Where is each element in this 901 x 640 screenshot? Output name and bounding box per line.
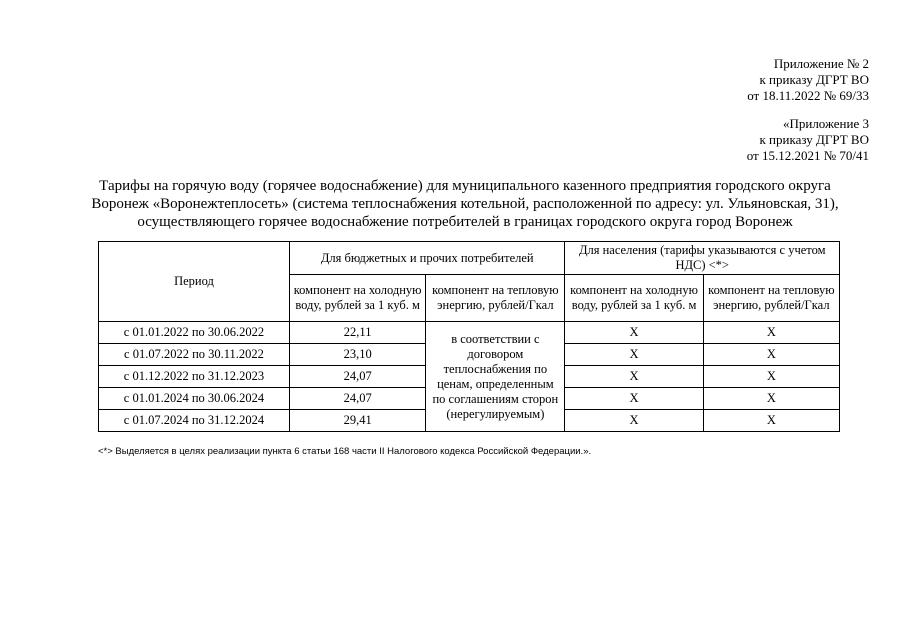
appendix-3-reference <box>747 116 869 164</box>
period-cell: с 01.01.2022 по 30.06.2022 <box>99 322 290 344</box>
appendix-2-reference <box>747 56 869 104</box>
title-line-2: Воронеж «Воронежтеплосеть» (система теплоснабжения котельной, расположенной по адресу: ул. Ульяновская, 31), <box>91 196 839 212</box>
population-cold-water-cell: X <box>565 344 703 366</box>
population-thermal-cell: X <box>703 366 839 388</box>
period-cell: с 01.01.2024 по 30.06.2024 <box>99 388 290 410</box>
population-cold-water-cell: X <box>565 410 703 432</box>
population-cold-water-cell: X <box>565 366 703 388</box>
table-header-row <box>99 242 840 275</box>
period-cell: с 01.12.2022 по 31.12.2023 <box>99 366 290 388</box>
cold-water-cell: 24,07 <box>289 388 425 410</box>
cold-water-cell: 24,07 <box>289 366 425 388</box>
table-row <box>99 322 840 344</box>
title-line-3: осуществляющего горячее водоснабжение потребителей в границах городского округа город Воронеж <box>137 214 793 230</box>
population-thermal-energy-header: компонент на тепловую энергию, рублей/Гкал <box>703 275 839 322</box>
tariff-table <box>98 241 840 432</box>
appendix-2-order: к приказу ДГРТ ВО <box>759 72 869 87</box>
title-line-1: Тарифы на горячую воду (горячее водоснабжение) для муниципального казенного предприятия городского округа <box>99 178 831 194</box>
period-cell: с 01.07.2024 по 31.12.2024 <box>99 410 290 432</box>
appendix-3-number: «Приложение 3 <box>782 116 869 131</box>
cold-water-header: компонент на холодную воду, рублей за 1 куб. м <box>289 275 425 322</box>
appendix-2-date: от 18.11.2022 № 69/33 <box>747 88 869 103</box>
document-title <box>90 177 840 231</box>
appendix-3-order: к приказу ДГРТ ВО <box>759 132 869 147</box>
period-header: Период <box>99 242 290 322</box>
population-thermal-cell: X <box>703 322 839 344</box>
population-thermal-cell: X <box>703 410 839 432</box>
population-thermal-cell: X <box>703 344 839 366</box>
cold-water-cell: 23,10 <box>289 344 425 366</box>
population-header: Для населения (тарифы указываются с учетом НДС) <*> <box>565 242 840 275</box>
population-thermal-cell: X <box>703 388 839 410</box>
population-cold-water-cell: X <box>565 388 703 410</box>
population-cold-water-header: компонент на холодную воду, рублей за 1 куб. м <box>565 275 703 322</box>
thermal-energy-header: компонент на тепловую энергию, рублей/Гкал <box>426 275 565 322</box>
cold-water-cell: 29,41 <box>289 410 425 432</box>
appendix-2-number: Приложение № 2 <box>773 56 869 71</box>
cold-water-cell: 22,11 <box>289 322 425 344</box>
period-cell: с 01.07.2022 по 30.11.2022 <box>99 344 290 366</box>
thermal-energy-merged-cell: в соответствии с договором теплоснабжения по ценам, определенным по соглашениям сторон (нерегулируемым) <box>426 322 565 432</box>
appendix-3-date: от 15.12.2021 № 70/41 <box>746 148 869 163</box>
population-cold-water-cell: X <box>565 322 703 344</box>
footnote: <*> Выделяется в целях реализации пункта 6 статьи 168 части II Налогового кодекса Российской Федерации.». <box>98 446 592 457</box>
budget-consumers-header: Для бюджетных и прочих потребителей <box>289 242 564 275</box>
